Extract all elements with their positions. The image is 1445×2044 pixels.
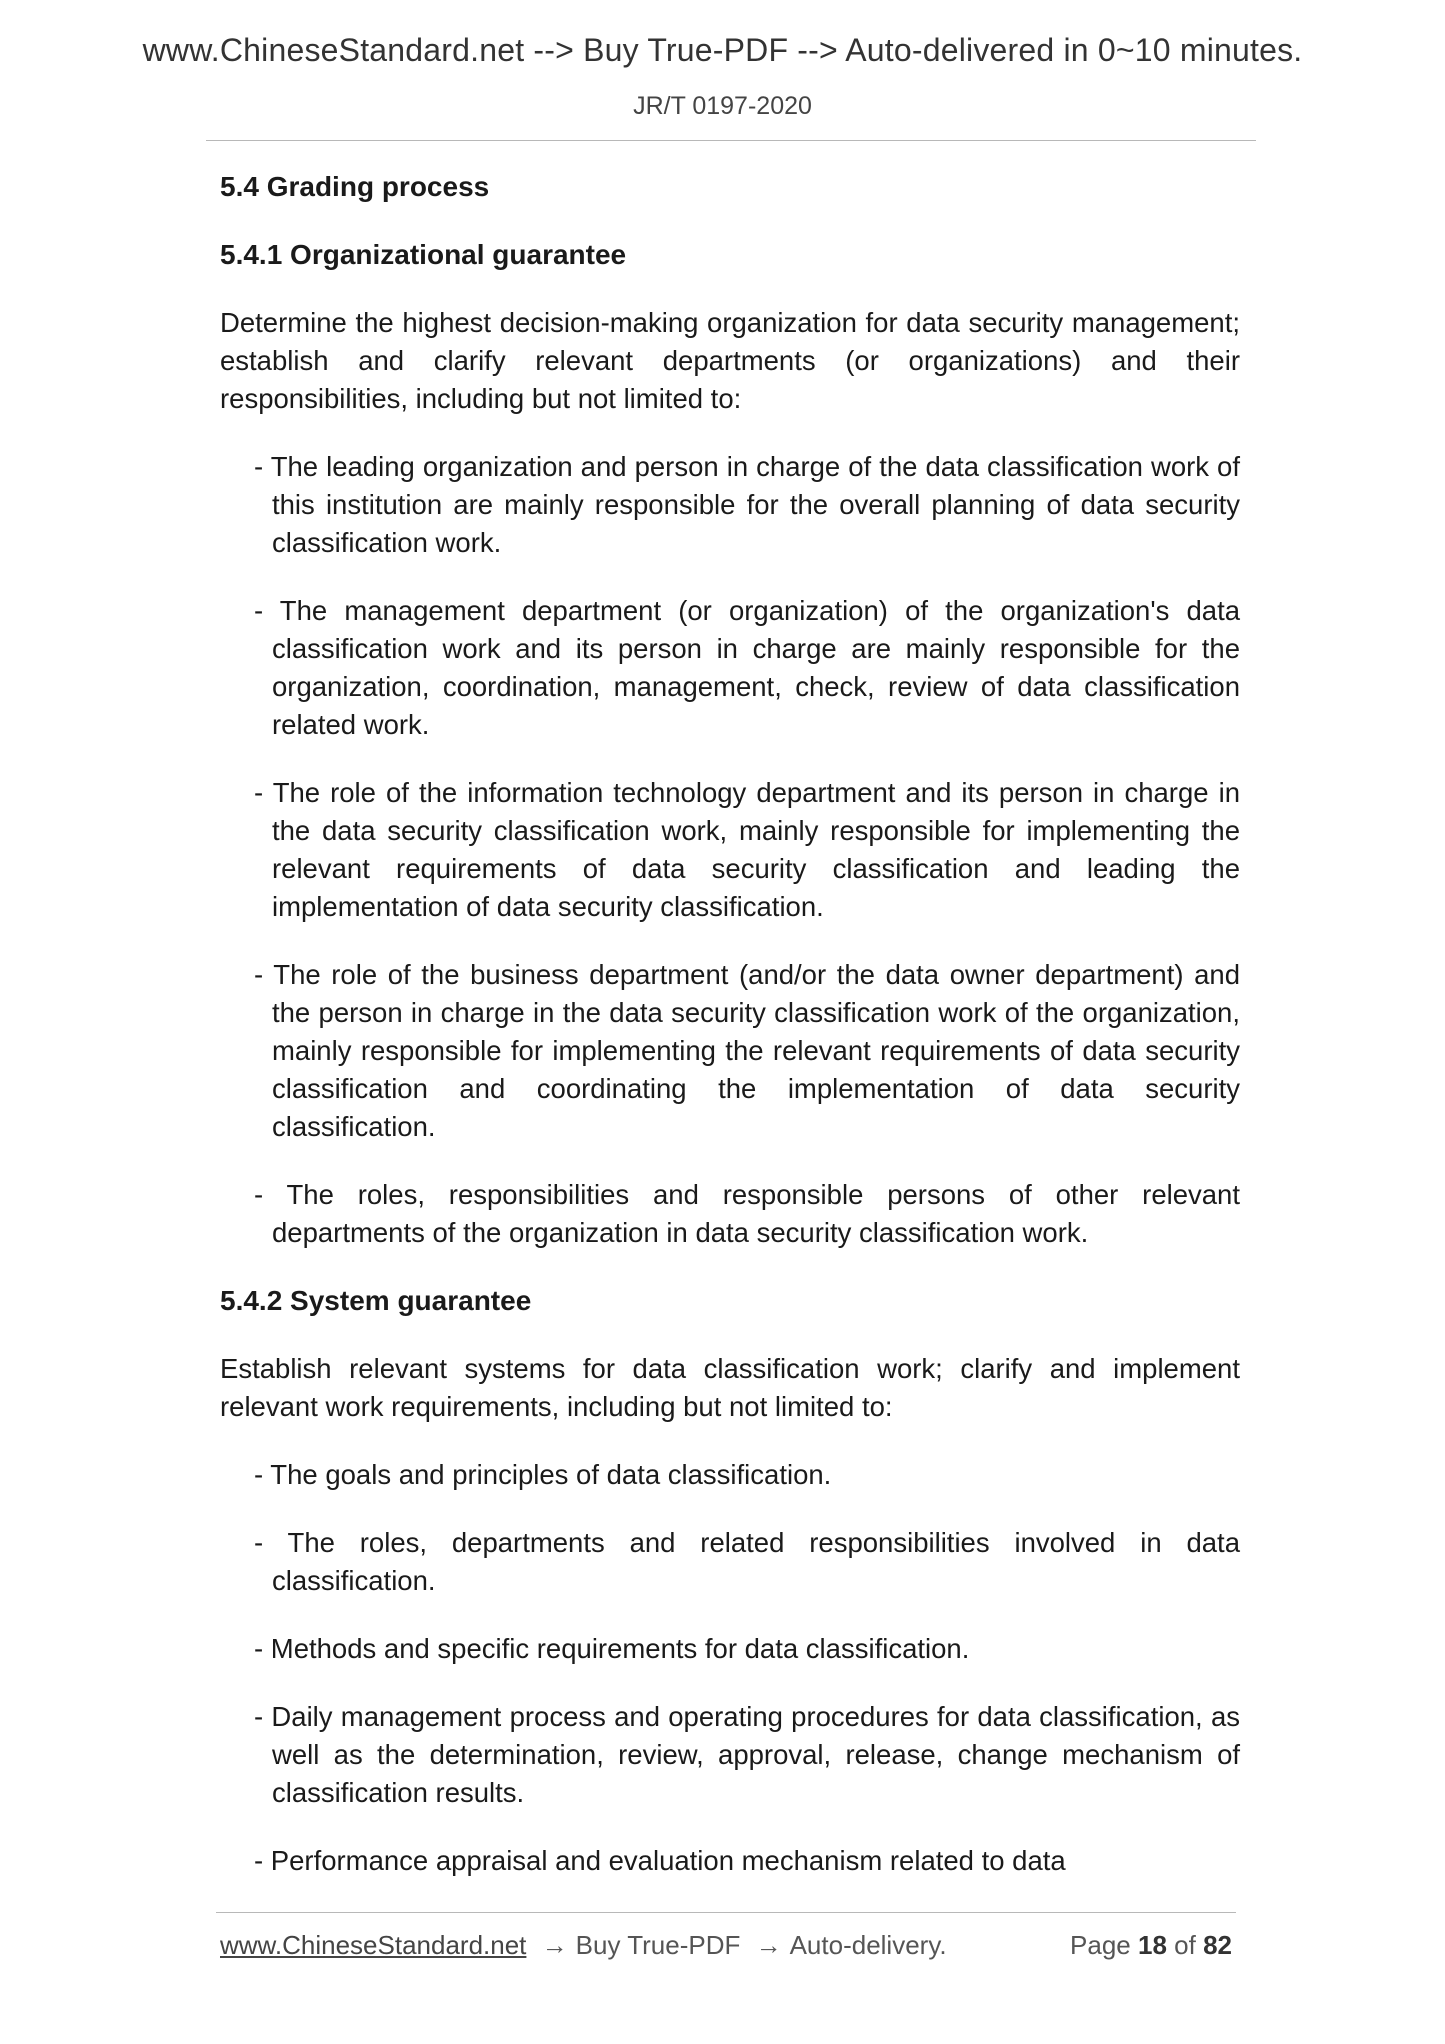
footer-delivery-text: Auto-delivery. (789, 1930, 947, 1960)
section-5-4-1-intro: Determine the highest decision-making organization for data security management; establish and clarify relevant departments (or organizations) and their responsibilities, including but not limited to: (220, 307, 1240, 414)
arrow-right-icon: → (541, 1930, 568, 1960)
arrow-right-icon: → (755, 1930, 782, 1960)
footer-divider (216, 1912, 1236, 1913)
list-item: - The management department (or organization) of the organization's data classification work and its person in charge are mainly responsible for the organization, coordination, management, check, review of data classification related work. (254, 595, 1240, 740)
document-number: JR/T 0197-2020 (633, 92, 812, 120)
site-banner: www.ChineseStandard.net --> Buy True-PDF --> Auto-delivered in 0~10 minutes. (142, 32, 1303, 68)
list-item: - The goals and principles of data classification. (254, 1459, 832, 1490)
page-current: 18 (1138, 1930, 1167, 1960)
list-item: - The role of the information technology department and its person in charge in the data security classification work, mainly responsible for implementing the relevant requirements of data security classification and leading the implementation of data security classification. (254, 777, 1240, 922)
document-body (220, 168, 1240, 1880)
list-item: - The roles, responsibilities and responsible persons of other relevant departments of the organization in data security classification work. (254, 1179, 1240, 1248)
page-total: 82 (1203, 1930, 1232, 1960)
list-item: - Methods and specific requirements for data classification. (254, 1633, 970, 1664)
footer-left (220, 1930, 947, 1961)
footer-buy-text: Buy True-PDF (575, 1930, 741, 1960)
section-5-4-heading: 5.4 Grading process (220, 171, 490, 202)
page-footer (220, 1930, 1232, 1961)
list-item: - Daily management process and operating procedures for data classification, as well as the determination, review, approval, release, change mechanism of classification results. (254, 1701, 1240, 1808)
list-item: - The leading organization and person in charge of the data classification work of this institution are mainly responsible for the overall planning of data security classification work. (254, 451, 1240, 558)
header-divider (206, 140, 1256, 141)
page-of: of (1174, 1930, 1196, 1960)
section-5-4-2-heading: 5.4.2 System guarantee (220, 1285, 532, 1316)
footer-site-link[interactable]: www.ChineseStandard.net (220, 1930, 527, 1960)
section-5-4-2-intro: Establish relevant systems for data classification work; clarify and implement relevant work requirements, including but not limited to: (220, 1353, 1240, 1422)
page-label: Page (1070, 1930, 1131, 1960)
section-5-4-1-heading: 5.4.1 Organizational guarantee (220, 239, 627, 270)
list-item: - The role of the business department (and/or the data owner department) and the person in charge in the data security classification work of the organization, mainly responsible for implementing the relevant requirements of data security classification and coordinating the implementation of data security classification. (254, 959, 1240, 1142)
list-item: - The roles, departments and related responsibilities involved in data classification. (254, 1527, 1240, 1596)
list-item: - Performance appraisal and evaluation mechanism related to data (254, 1845, 1066, 1876)
page-number (1070, 1930, 1232, 1961)
